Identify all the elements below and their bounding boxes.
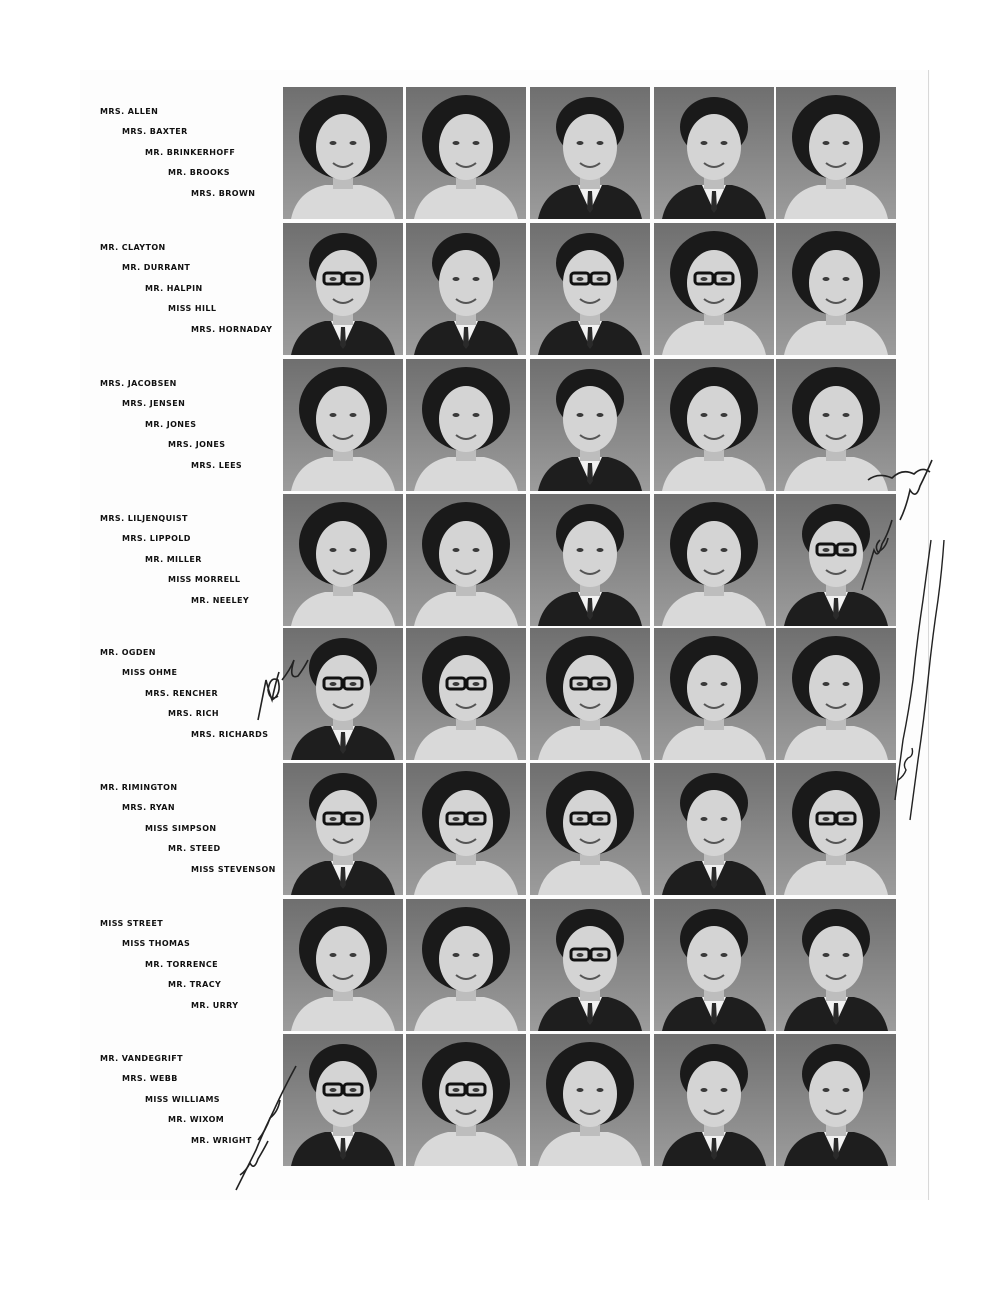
portrait-photo <box>654 87 774 219</box>
faculty-name: MRS. RENCHER <box>145 689 219 698</box>
portrait-photo <box>283 628 403 760</box>
portrait-photo <box>776 494 896 626</box>
faculty-rows <box>80 70 930 1200</box>
portrait-silhouette <box>530 87 650 219</box>
faculty-name: MRS. LILJENQUIST <box>100 514 188 523</box>
faculty-name: MRS. BAXTER <box>122 127 188 136</box>
faculty-name: MRS. HORNADAY <box>191 325 273 334</box>
faculty-name: MRS. LEES <box>191 461 243 470</box>
portrait-silhouette <box>654 87 774 219</box>
faculty-row <box>80 628 930 760</box>
portrait-photo <box>283 763 403 895</box>
portrait-silhouette <box>776 899 896 1031</box>
faculty-name: MISS WILLIAMS <box>145 1095 220 1104</box>
portrait-photo <box>406 494 526 626</box>
portrait-silhouette <box>406 494 526 626</box>
faculty-name: MRS. JACOBSEN <box>100 379 177 388</box>
faculty-name: MR. HALPIN <box>145 284 203 293</box>
faculty-name: MISS THOMAS <box>122 939 191 948</box>
portrait-photo <box>530 359 650 491</box>
portrait-photo <box>530 763 650 895</box>
faculty-name: MR. RIMINGTON <box>100 783 178 792</box>
portrait-photo <box>406 763 526 895</box>
portrait-silhouette <box>530 628 650 760</box>
faculty-name: MISS HILL <box>168 304 217 313</box>
portrait-photo <box>776 763 896 895</box>
portrait-photo <box>654 899 774 1031</box>
names-list <box>100 243 290 355</box>
portrait-silhouette <box>776 494 896 626</box>
faculty-row <box>80 763 930 895</box>
faculty-name: MISS STEVENSON <box>191 865 276 874</box>
portrait-silhouette <box>530 359 650 491</box>
portrait-silhouette <box>654 1034 774 1166</box>
scan-edge <box>928 70 929 1200</box>
portrait-photo <box>283 359 403 491</box>
faculty-name: MRS. RICHARDS <box>191 730 269 739</box>
portrait-photo <box>530 628 650 760</box>
portrait-strip <box>283 359 898 491</box>
faculty-name: MR. WIXOM <box>168 1115 225 1124</box>
portrait-photo <box>406 223 526 355</box>
portrait-silhouette <box>654 494 774 626</box>
portrait-photo <box>530 494 650 626</box>
names-list <box>100 107 290 219</box>
faculty-name: MR. JONES <box>145 420 197 429</box>
names-list <box>100 379 290 491</box>
portrait-silhouette <box>283 628 403 760</box>
portrait-silhouette <box>776 763 896 895</box>
faculty-name: MR. DURRANT <box>122 263 191 272</box>
faculty-name: MISS SIMPSON <box>145 824 217 833</box>
faculty-name: MR. MILLER <box>145 555 202 564</box>
portrait-strip <box>283 223 898 355</box>
portrait-strip <box>283 1034 898 1166</box>
faculty-row <box>80 899 930 1031</box>
portrait-photo <box>406 87 526 219</box>
faculty-name: MISS OHME <box>122 668 178 677</box>
portrait-photo <box>283 223 403 355</box>
portrait-silhouette <box>530 1034 650 1166</box>
portrait-silhouette <box>406 628 526 760</box>
faculty-name: MISS STREET <box>100 919 164 928</box>
portrait-silhouette <box>530 763 650 895</box>
portrait-photo <box>654 628 774 760</box>
portrait-photo <box>654 223 774 355</box>
portrait-silhouette <box>654 899 774 1031</box>
faculty-row <box>80 87 930 219</box>
portrait-photo <box>654 1034 774 1166</box>
names-list <box>100 1054 290 1166</box>
faculty-name: MR. OGDEN <box>100 648 156 657</box>
portrait-photo <box>776 1034 896 1166</box>
faculty-name: MRS. LIPPOLD <box>122 534 191 543</box>
faculty-name: MRS. RYAN <box>122 803 175 812</box>
faculty-name: MR. URRY <box>191 1001 239 1010</box>
names-list <box>100 919 290 1031</box>
portrait-strip <box>283 628 898 760</box>
portrait-silhouette <box>406 359 526 491</box>
portrait-silhouette <box>406 223 526 355</box>
portrait-photo <box>776 899 896 1031</box>
portrait-silhouette <box>776 628 896 760</box>
portrait-silhouette <box>283 899 403 1031</box>
portrait-silhouette <box>776 1034 896 1166</box>
portrait-silhouette <box>406 1034 526 1166</box>
portrait-photo <box>776 87 896 219</box>
portrait-photo <box>530 899 650 1031</box>
faculty-name: MR. STEED <box>168 844 221 853</box>
portrait-silhouette <box>654 223 774 355</box>
portrait-photo <box>654 494 774 626</box>
faculty-name: MR. BRINKERHOFF <box>145 148 236 157</box>
portrait-strip <box>283 494 898 626</box>
portrait-silhouette <box>654 763 774 895</box>
faculty-name: MRS. WEBB <box>122 1074 178 1083</box>
portrait-silhouette <box>530 899 650 1031</box>
portrait-photo <box>776 223 896 355</box>
faculty-name: MR. TRACY <box>168 980 222 989</box>
portrait-photo <box>530 1034 650 1166</box>
faculty-row <box>80 494 930 626</box>
portrait-silhouette <box>776 359 896 491</box>
portrait-photo <box>776 359 896 491</box>
portrait-silhouette <box>406 899 526 1031</box>
portrait-silhouette <box>530 494 650 626</box>
names-list <box>100 648 290 760</box>
portrait-photo <box>530 87 650 219</box>
portrait-strip <box>283 899 898 1031</box>
portrait-silhouette <box>283 359 403 491</box>
portrait-strip <box>283 763 898 895</box>
portrait-silhouette <box>283 494 403 626</box>
faculty-row <box>80 223 930 355</box>
faculty-name: MR. NEELEY <box>191 596 250 605</box>
portrait-silhouette <box>654 628 774 760</box>
portrait-silhouette <box>530 223 650 355</box>
faculty-name: MR. VANDEGRIFT <box>100 1054 183 1063</box>
faculty-name: MRS. BROWN <box>191 189 256 198</box>
portrait-photo <box>530 223 650 355</box>
faculty-name: MR. BROOKS <box>168 168 230 177</box>
portrait-silhouette <box>283 763 403 895</box>
portrait-photo <box>654 359 774 491</box>
portrait-photo <box>406 359 526 491</box>
portrait-silhouette <box>776 87 896 219</box>
portrait-photo <box>776 628 896 760</box>
portrait-photo <box>406 1034 526 1166</box>
names-list <box>100 783 290 895</box>
faculty-name: MR. WRIGHT <box>191 1136 252 1145</box>
portrait-silhouette <box>406 87 526 219</box>
portrait-silhouette <box>283 1034 403 1166</box>
portrait-silhouette <box>776 223 896 355</box>
yearbook-page <box>80 70 930 1200</box>
portrait-photo <box>406 628 526 760</box>
portrait-silhouette <box>406 763 526 895</box>
portrait-silhouette <box>283 87 403 219</box>
faculty-name: MISS MORRELL <box>168 575 241 584</box>
portrait-photo <box>283 87 403 219</box>
faculty-name: MR. TORRENCE <box>145 960 218 969</box>
names-list <box>100 514 290 626</box>
faculty-name: MRS. ALLEN <box>100 107 159 116</box>
portrait-silhouette <box>654 359 774 491</box>
portrait-photo <box>283 494 403 626</box>
portrait-photo <box>406 899 526 1031</box>
portrait-photo <box>654 763 774 895</box>
faculty-row <box>80 1034 930 1166</box>
portrait-photo <box>283 899 403 1031</box>
faculty-name: MRS. JENSEN <box>122 399 186 408</box>
faculty-name: MRS. RICH <box>168 709 220 718</box>
portrait-strip <box>283 87 898 219</box>
faculty-name: MRS. JONES <box>168 440 226 449</box>
portrait-silhouette <box>283 223 403 355</box>
faculty-name: MR. CLAYTON <box>100 243 166 252</box>
portrait-photo <box>283 1034 403 1166</box>
faculty-row <box>80 359 930 491</box>
